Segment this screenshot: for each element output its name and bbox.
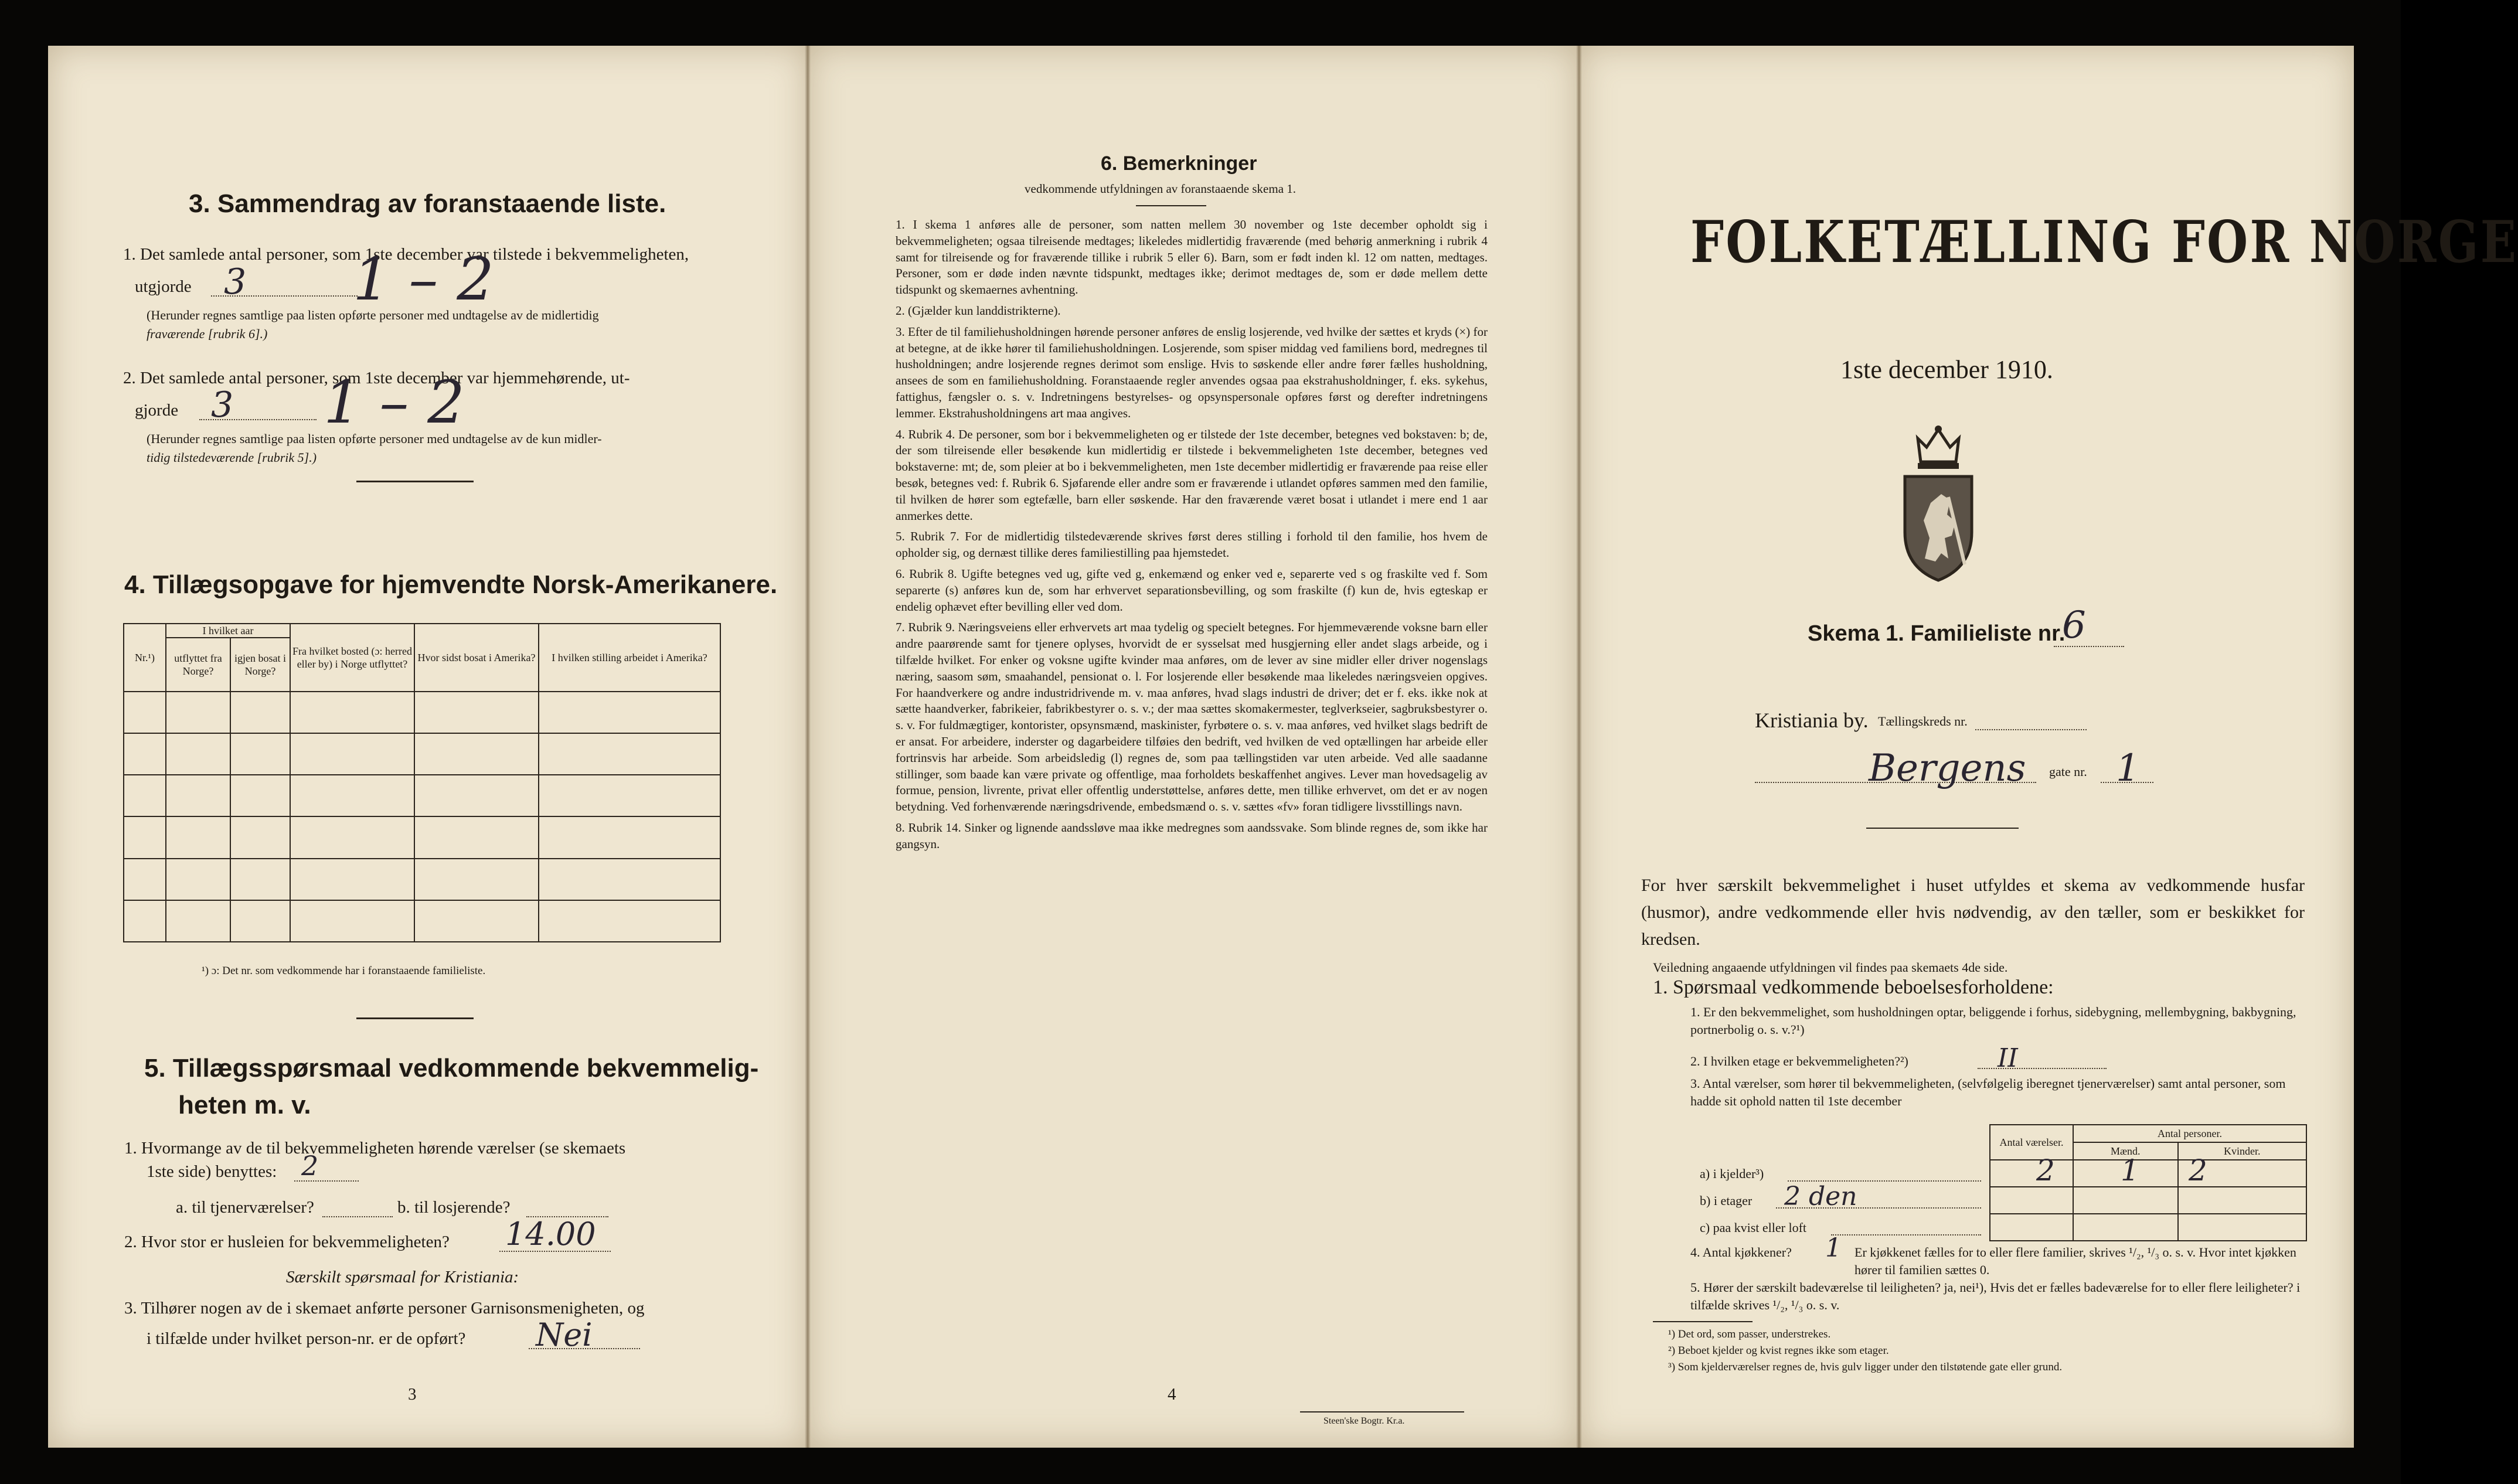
s5-question-3b: i tilfælde under hvilket person-nr. er de opført?	[147, 1329, 466, 1348]
s3-q1-prefix: utgjorde	[135, 277, 192, 296]
q1-item-1: 1. Er den bekvemmelighet, som husholdningen optar, beliggende i forhus, sidebygning, mellembygning, bakbygning, portnerbolig o. s. v.?¹)	[1690, 1005, 2296, 1037]
questions-title: 1. Spørsmaal vedkommende beboelsesforholdene:	[1653, 976, 2054, 998]
col-occupation: I hvilken stilling arbeidet i Amerika?	[539, 624, 720, 692]
table-row	[124, 733, 720, 775]
footnote-3: ³) Som kjelderværelser regnes de, hvis gulv ligger under den tilstøtende gate eller grund.	[1668, 1361, 2063, 1373]
q4-answer: 1	[1825, 1233, 1842, 1263]
norsk-amerikanere-table	[123, 623, 721, 942]
page-three-sheet	[48, 46, 808, 1448]
table-row	[1990, 1214, 2306, 1241]
s3-q1-note-2: fraværende [rubrik 6].)	[147, 326, 268, 341]
q1-2-line	[1978, 1068, 2107, 1069]
page-number-3: 3	[408, 1385, 417, 1404]
cover-sheet	[1579, 46, 2518, 1448]
col-persons: Antal personer.	[2073, 1125, 2306, 1142]
table-row	[124, 775, 720, 816]
census-masthead: FOLKETÆLLING FOR NORGE	[1690, 209, 2518, 276]
table-row	[124, 859, 720, 900]
s5-q3-line	[529, 1348, 640, 1349]
remark-item: 6. Rubrik 8. Ugifte betegnes ved ug, gifte ved g, enkemænd og enker ved e, separerte ved s og fraskilte ved f. Som separerte (s) anføres kun de, som har erhvervet separationsbevilling, og som fraskilte (f) kun de, hvis egteskap er endelig ophævet efter bevilling eller ved dom.	[896, 566, 1488, 614]
fold-line	[1576, 46, 1582, 1448]
col-rooms: Antal værelser.	[1990, 1125, 2073, 1160]
remark-item: 1. I skema 1 anføres alle de personer, som natten mellem 30 november og 1ste december opholdt sig i bekvemmeligheten; ogsaa tilreisende medtages; likeledes midlertidig fraværende (med behørig anmerkning i rubrik 4 samt for tilreisende og for fraværende tillike i rubrik 5 eller 6). Barn, som er født inden kl. 12 om natten, medtages. Personer, som er døde inden nævnte tidspunkt, medtages ikke; derimot medtages de, som er døde mellem dette tidspunkt og skemaernes avhentning.	[896, 217, 1488, 297]
col-women: Kvinder.	[2178, 1142, 2306, 1160]
fold-line	[805, 46, 811, 1448]
col-returned: igjen bosat i Norge?	[230, 638, 290, 692]
s5-q2-line	[499, 1251, 611, 1252]
s3-q2-split: 1 – 2	[324, 368, 465, 437]
page-four-sheet	[808, 46, 1579, 1448]
s5-kristiania-heading: Særskilt spørsmaal for Kristiania:	[286, 1268, 519, 1286]
remark-item: 2. (Gjælder kun landdistrikterne).	[896, 303, 1061, 318]
q4-rest: Er kjøkkenet fælles for to eller flere familier, skrives ¹/₂, ¹/₃ o. s. v. Hvor intet kjøkken hører til familien sættes 0.	[1855, 1245, 2296, 1277]
col-last-america: Hvor sidst bosat i Amerika?	[414, 624, 539, 692]
s3-q2-note-2: tidig tilstedeværende [rubrik 5].)	[147, 450, 317, 465]
col-from-where: Fra hvilket bosted (ɔ: herred eller by) i Norge utflyttet?	[290, 624, 414, 692]
s3-q1-note-1: (Herunder regnes samtlige paa listen opførte personer med undtagelse av de midlertidig	[147, 308, 599, 322]
footnote-1: ¹) Det ord, som passer, understrekes.	[1668, 1328, 1831, 1340]
s5-q2-answer: 14.00	[505, 1216, 596, 1252]
q1-item-3: 3. Antal værelser, som hører til bekvemmeligheten, (selvfølgelig iberegnet tjenerværelser) samt antal personer, som hadde sit ophold natten til 1ste december	[1690, 1076, 2286, 1108]
q4-label: 4. Antal kjøkkener?	[1690, 1245, 1792, 1260]
divider-rule	[1866, 828, 2019, 829]
s4-footnote: ¹) ɔ: Det nr. som vedkommende har i foranstaaende familieliste.	[202, 965, 486, 977]
gate-label: gate nr.	[2049, 764, 2087, 779]
kreds-label: Tællingskreds nr.	[1878, 714, 1968, 729]
remark-item: 3. Efter de til familiehusholdningen hørende personer anføres de enslig losjerende, ved hvilke der sættes et kryds (×) for at betegne, at de ikke hører til familiehusholdningen. Losjerende, som spiser middag ved familiens bord, medregnes til husholdningen; andre losjerende regnes derimot som enslige. Hvis to søskende eller andre fører fælles husholdning, ansees de som en familiehusholdning. Foranstaaende regler anvendes ogsaa paa ekstrahusholdninger, f. eks. sykehus, fattighus, fængsler o. s. v. Indretningens bestyrelses- og opsynspersonale opføres først og derefter indretningens lemmer. Ekstrahusholdningens art maa angives.	[896, 324, 1488, 420]
remark-item: 5. Rubrik 7. For de midlertidig tilstedeværende skrives først deres stilling i forhold til den familie, hos hvem de opholder sig, og dernæst tillike deres familiestilling paa hjemstedet.	[896, 529, 1488, 560]
s5-question-2: 2. Hvor stor er husleien for bekvemmeligheten?	[124, 1233, 450, 1251]
s5-q-b: b. til losjerende?	[397, 1198, 511, 1217]
row-b-answer: 2 den	[1784, 1182, 1857, 1211]
divider-rule	[356, 1017, 474, 1019]
city-label: Kristiania by.	[1755, 709, 1869, 732]
veiledning-note: Veiledning angaaende utfyldningen vil findes paa skemaets 4de side.	[1653, 960, 2008, 975]
s5-question-3a: 3. Tilhører nogen av de i skemaet anførte personer Garnisonsmenigheten, og	[124, 1299, 645, 1318]
s5-question-1b: 1ste side) benyttes:	[147, 1162, 277, 1181]
s5-q1-line	[294, 1180, 359, 1182]
remark-item: 7. Rubrik 9. Næringsveiens eller erhvervets art maa tydelig og specielt betegnes. For hjemmeværende voksne barn eller andre paarørende samt for tjenere oplyses, hvorvidt de er sysselsat med husgjerning eller andet slags arbeide, og i tilfælde hvilket. For enker og voksne ugifte kvinder maa anføres, om de lever av sine midler eller driver nogenslags næring, saasom søm, smaahandel, pensionat o. l. For losjerende eller besøkende maa likeledes næringsveien opgives. For haandverkere og andre industridrivende m. v. maa anføres, hvad slags industri de driver; det er f. eks. ikke nok at sætte haandverker, fabrikeier, fabrikbestyrer o. s. v.; der maa sættes skomakermester, teglverkseier, sagbruksbestyrer o. s. v. For fuldmægtiger, kontorister, opsynsmænd, maskinister, fyrbøtere o. s. v. maa anføres, ved hvilket slags bedrift de er ansat. For arbeidere, inderster og dagarbeidere tilføies den bedrift, ved hvilken de ved optællingen har arbeide eller fortrinsvis har arbeide. Som arbeidsledig (l) regnes de, som paa tællingstiden var uten arbeide. Ved alle saadanne stillinger, som baade kan være private og offentlige, maa forholdets beskaffenhet angives. Lever man hovedsagelig av formue, pension, livrente, privat eller offentlig understøttelse, anføres dette, men tillike erhvervet, om det er av nogen betydning. Ved forhenværende næringsdrivende, embedsmænd o. s. v. sættes «fv» foran tidligere livsstillings navn.	[896, 620, 1488, 814]
row-c-line	[1831, 1234, 1981, 1235]
table-row	[124, 692, 720, 733]
women-count: 2	[2189, 1153, 2207, 1187]
printer-imprint: Steen'ske Bogtr. Kr.a.	[1323, 1416, 1405, 1426]
remark-item: 4. Rubrik 4. De personer, som bor i bekvemmeligheten og er tilstede der 1ste december, betegnes ved bokstaven: b; de, der som tilreisende eller besøkende kun midlertidig er tilstede i bekvemmeligheten 1ste december, betegnes ved bokstaverne: mt; de, som pleier at bo i bekvemmeligheten, men 1ste december midlertidig er fraværende paa reise eller besøk, betegnes ved: f. Rubrik 6. Sjøfarende eller andre som er fraværende i utlandet opføres sammen med den familie, til hvilken de hører som egtefælle, barn eller søskende. Har den fraværende været bosat i utlandet i mere end 1 aar anmerkes dette.	[896, 427, 1488, 523]
page-number-4: 4	[1168, 1385, 1176, 1404]
q5-label: 5. Hører der særskilt badeværelse til leiligheten? ja, nei¹), Hvis det er fælles badeværelse for to eller flere leiligheter? i tilfælde skrives ¹/₂, ¹/₃ o. s. v.	[1690, 1280, 2301, 1312]
s5-q1-answer: 2	[301, 1150, 319, 1182]
kreds-line	[1975, 729, 2087, 730]
s5-question-1a: 1. Hvormange av de til bekvemmeligheten hørende værelser (se skemaets	[124, 1139, 626, 1158]
s3-q2-answer: 3	[211, 384, 234, 426]
col-men: Mænd.	[2073, 1142, 2178, 1160]
s3-q2-prefix: gjorde	[135, 401, 179, 420]
remarks-title: 6. Bemerkninger	[1101, 152, 1257, 175]
section-3-title: 3. Sammendrag av foranstaaende liste.	[189, 189, 666, 218]
remarks-subtitle: vedkommende utfyldningen av foranstaaende skema 1.	[1025, 182, 1297, 196]
table-row	[1990, 1187, 2306, 1214]
col-year-group: I hvilket aar	[166, 624, 290, 638]
s3-q1-split: 1 – 2	[353, 245, 494, 314]
printer-rule	[1300, 1411, 1464, 1412]
col-emigrated: utflyttet fra Norge?	[166, 638, 230, 692]
section-5-title-2: heten m. v.	[178, 1091, 311, 1119]
rooms-count: 2	[2036, 1153, 2055, 1187]
men-count: 1	[2121, 1153, 2139, 1187]
s5-q3-answer: Nei	[536, 1316, 593, 1353]
s3-question-2: 2. Det samlede antal personer, som 1ste december var hjemmehørende, ut-	[123, 369, 630, 387]
remarks-list	[896, 217, 1488, 857]
section-5-title-1: 5. Tillægsspørsmaal vedkommende bekvemmelig-	[144, 1054, 759, 1083]
street-name: Bergens	[1869, 747, 2026, 790]
footnote-rule	[1653, 1321, 1753, 1322]
s3-question-1: 1. Det samlede antal personer, som 1ste december var tilstede i bekvemmeligheten,	[123, 245, 689, 264]
s5-q-a: a. til tjenerværelser?	[176, 1198, 314, 1217]
q1-2-answer: II	[1998, 1043, 2018, 1073]
row-b-label: b) i etager	[1700, 1193, 1753, 1208]
divider-rule	[1136, 205, 1206, 206]
gate-nr: 1	[2116, 747, 2140, 790]
census-date: 1ste december 1910.	[1840, 355, 2053, 384]
skema-nr: 6	[2062, 604, 2086, 647]
intro-paragraph: For hver særskilt bekvemmelighet i huset utfyldes et skema av vedkommende husfar (husmor), andre vedkommende eller hvis nødvendig, av den tæller, som er beskikket for kredsen.	[1641, 876, 2305, 949]
col-nr: Nr.¹)	[124, 624, 166, 692]
remark-item: 8. Rubrik 14. Sinker og lignende aandssløve maa ikke medregnes som aandssvake. Som blinde regnes de, som ikke har gangsyn.	[896, 820, 1488, 851]
s3-q2-note-1: (Herunder regnes samtlige paa listen opførte personer med undtagelse av de kun midler-	[147, 431, 602, 446]
table-row	[124, 900, 720, 942]
norwegian-coat-of-arms-icon	[1894, 421, 1982, 585]
divider-rule	[356, 481, 474, 482]
row-c-label: c) paa kvist eller loft	[1700, 1220, 1807, 1235]
q1-item-2: 2. I hvilken etage er bekvemmeligheten?²)	[1690, 1054, 1908, 1068]
table-row	[124, 816, 720, 858]
row-a-label: a) i kjelder³)	[1700, 1166, 1764, 1181]
s3-q1-answer: 3	[224, 261, 247, 302]
row-b-line	[1776, 1207, 1981, 1209]
s5-qa-line	[322, 1216, 393, 1217]
section-4-title: 4. Tillægsopgave for hjemvendte Norsk-Amerikanere.	[124, 570, 778, 599]
skema-label: Skema 1. Familieliste nr.	[1808, 621, 2066, 646]
footnote-2: ²) Beboet kjelder og kvist regnes ikke som etager.	[1668, 1345, 1889, 1357]
